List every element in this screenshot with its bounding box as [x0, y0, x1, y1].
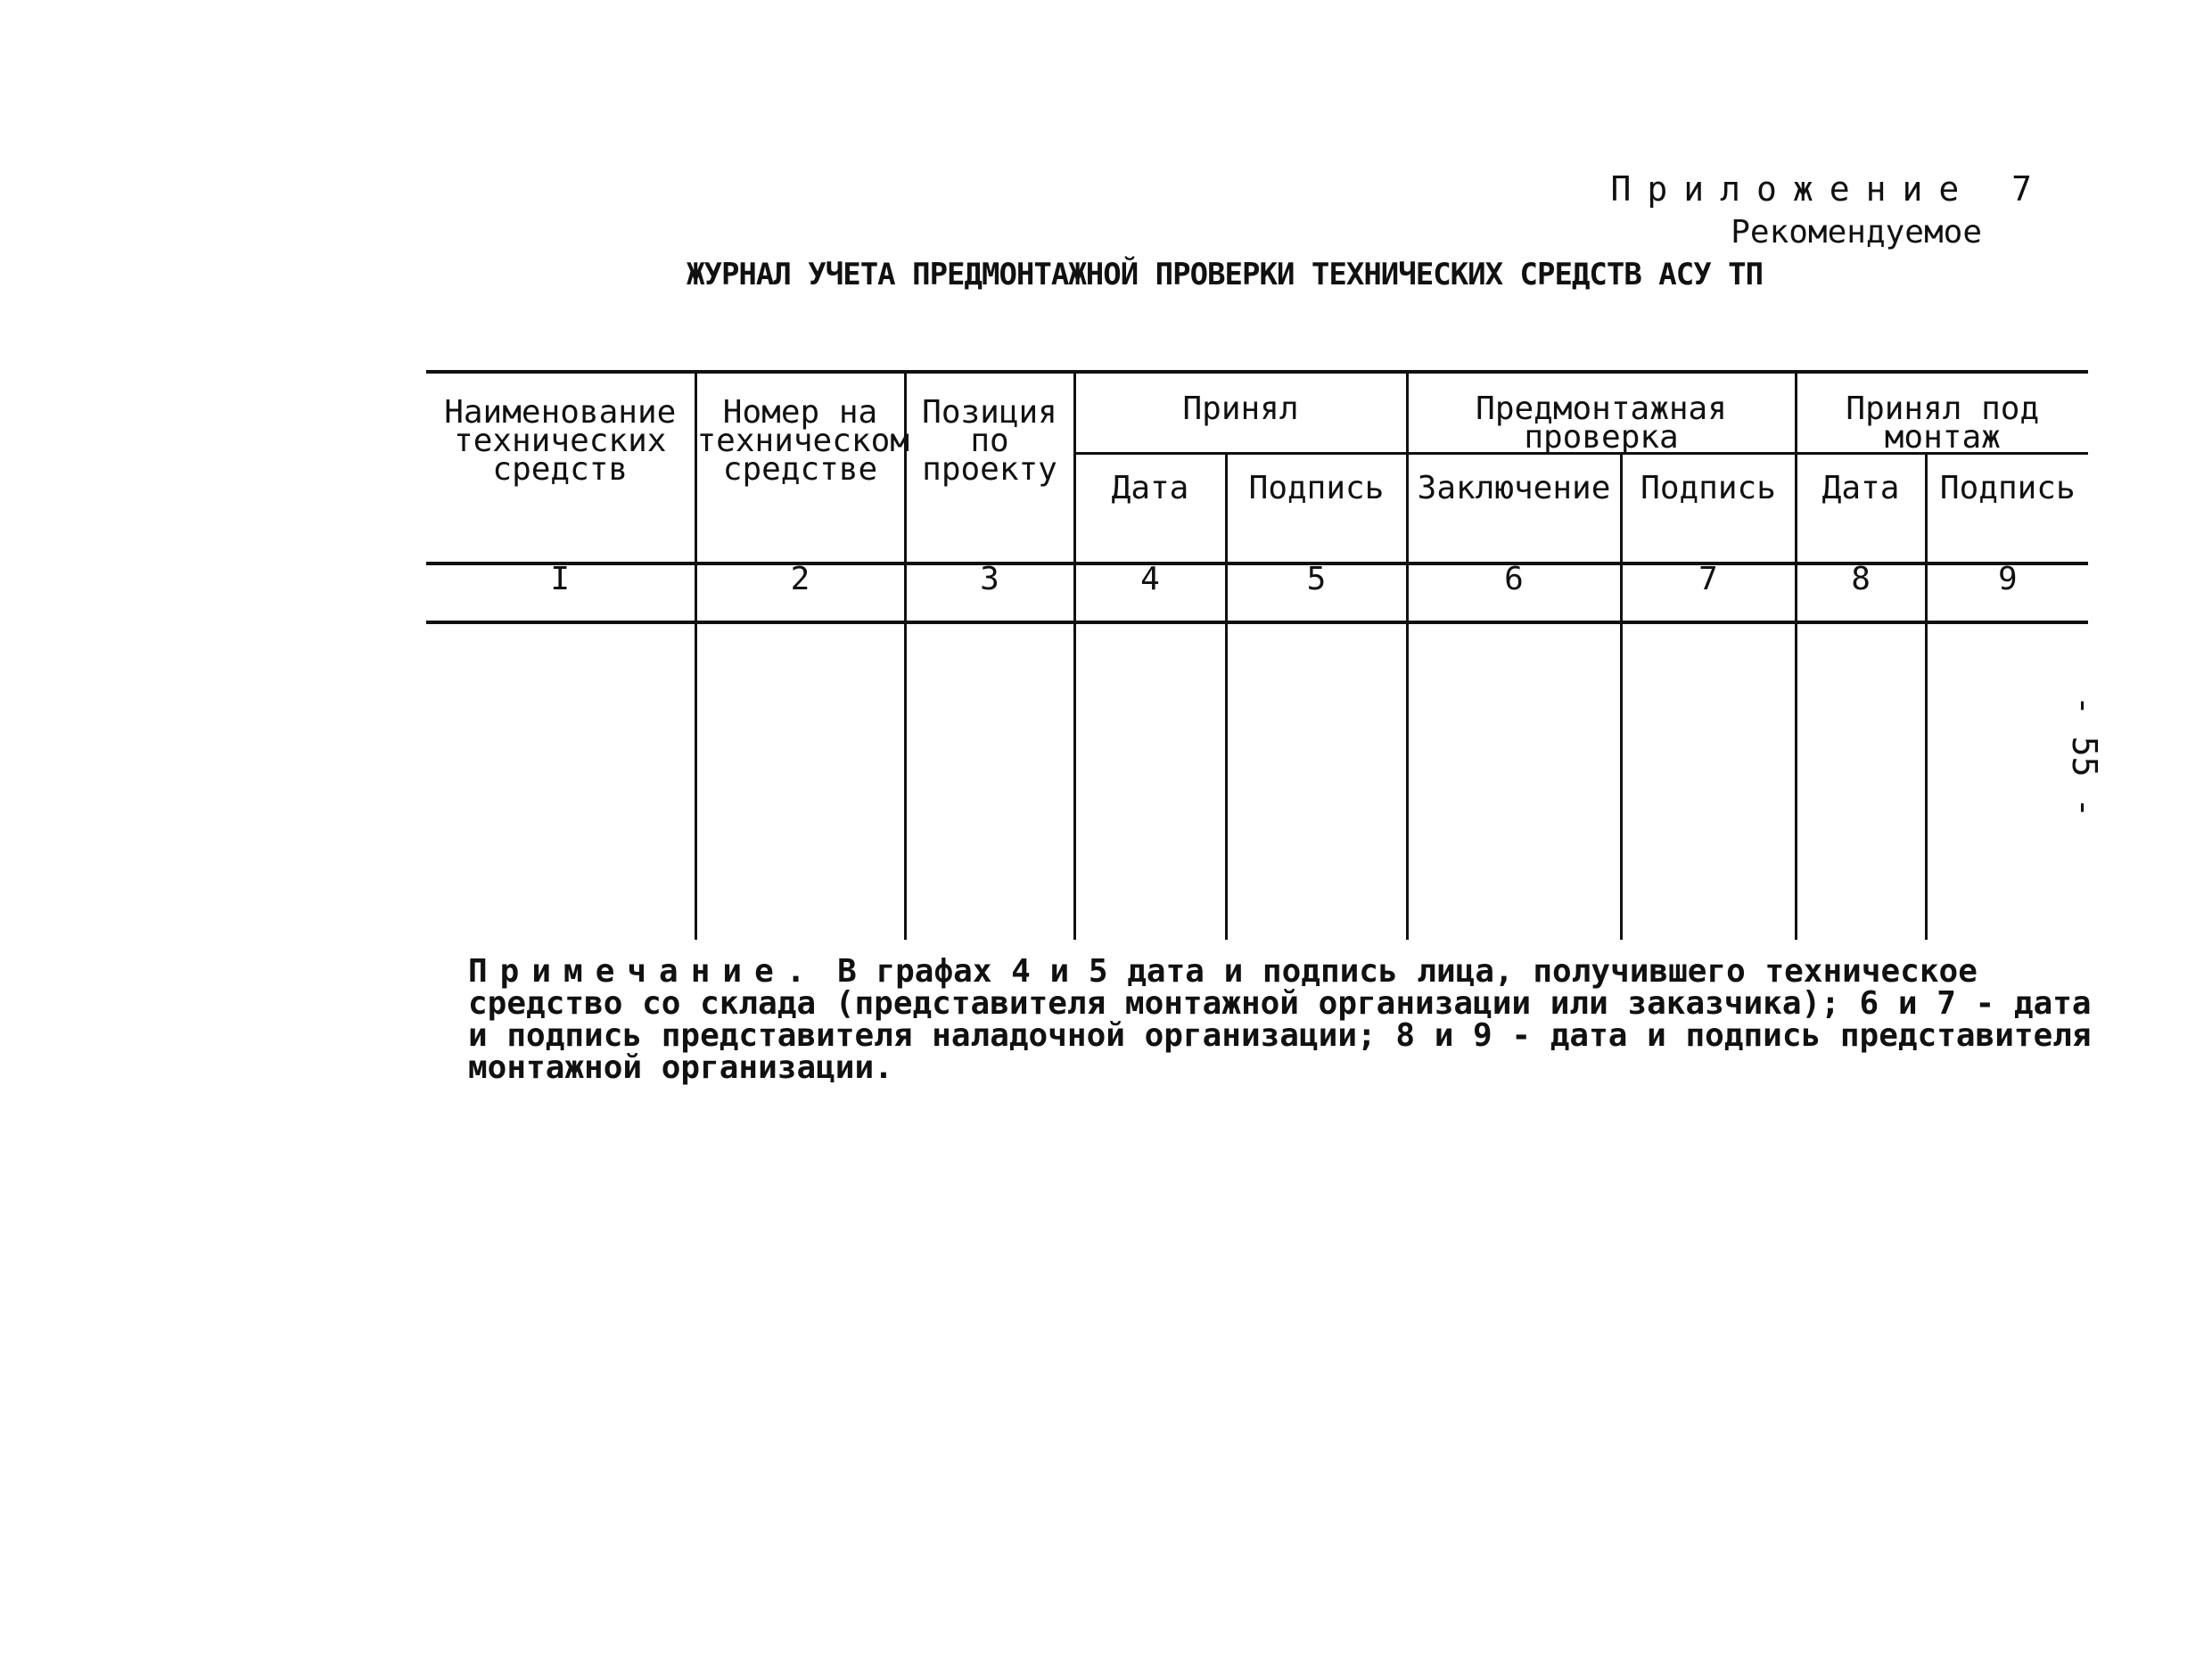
col-header-install-date: Дата — [1796, 454, 1926, 564]
empty-cell — [905, 622, 1074, 940]
empty-cell — [695, 622, 905, 940]
col-header-install-signature: Подпись — [1926, 454, 2088, 564]
empty-entry-row — [426, 622, 2088, 940]
col-header-position: Позиция по проекту — [905, 372, 1074, 563]
footnote-text: В графах 4 и 5 дата и подпись лица, получившего техническое средство со склада (представителя монтажной организации или заказчика); 6 и 7 - дата и подпись представителя наладочной организации; 8 и 9 - дата и подпись представителя монтажной организации. — [468, 953, 2092, 1086]
empty-cell — [1621, 622, 1796, 940]
page-number: - 55 - — [2065, 695, 2104, 818]
column-number: 5 — [1226, 563, 1407, 622]
empty-cell — [1226, 622, 1407, 940]
column-number: I — [426, 563, 695, 622]
appendix-status: Рекомендуемое — [1731, 214, 1982, 251]
header-row — [426, 372, 2088, 454]
col-header-accepted: Принял — [1074, 372, 1407, 454]
column-number-row — [426, 563, 2088, 622]
journal-table — [426, 370, 2088, 940]
footnote — [468, 953, 2100, 1086]
col-header-accepted-date: Дата — [1074, 454, 1226, 564]
col-header-tech-number: Номер на техническом средстве — [695, 372, 905, 563]
journal-title: ЖУРНАЛ УЧЕТА ПРЕДМОНТАЖНОЙ ПРОВЕРКИ ТЕХНИЧЕСКИХ СРЕДСТВ АСУ ТП — [687, 257, 1764, 292]
empty-cell — [1407, 622, 1621, 940]
col-header-precheck-conclusion: Заключение — [1407, 454, 1621, 564]
col-header-accepted-signature: Подпись — [1226, 454, 1407, 564]
column-number: 8 — [1796, 563, 1926, 622]
col-header-precheck: Предмонтажная проверка — [1407, 372, 1796, 454]
empty-cell — [1074, 622, 1226, 940]
col-header-precheck-signature: Подпись — [1621, 454, 1796, 564]
column-number: 4 — [1074, 563, 1226, 622]
empty-cell — [1796, 622, 1926, 940]
col-header-install: Принял под монтаж — [1796, 372, 2088, 454]
column-number: 3 — [905, 563, 1074, 622]
column-number: 2 — [695, 563, 905, 622]
column-number: 9 — [1926, 563, 2088, 622]
appendix-label: Приложение 7 — [1610, 169, 2048, 209]
col-header-name: Наименование технических средств — [426, 372, 695, 563]
empty-cell — [1926, 622, 2088, 940]
column-number: 7 — [1621, 563, 1796, 622]
column-number: 6 — [1407, 563, 1621, 622]
empty-cell — [426, 622, 695, 940]
footnote-lead: Примечание. — [468, 953, 818, 990]
